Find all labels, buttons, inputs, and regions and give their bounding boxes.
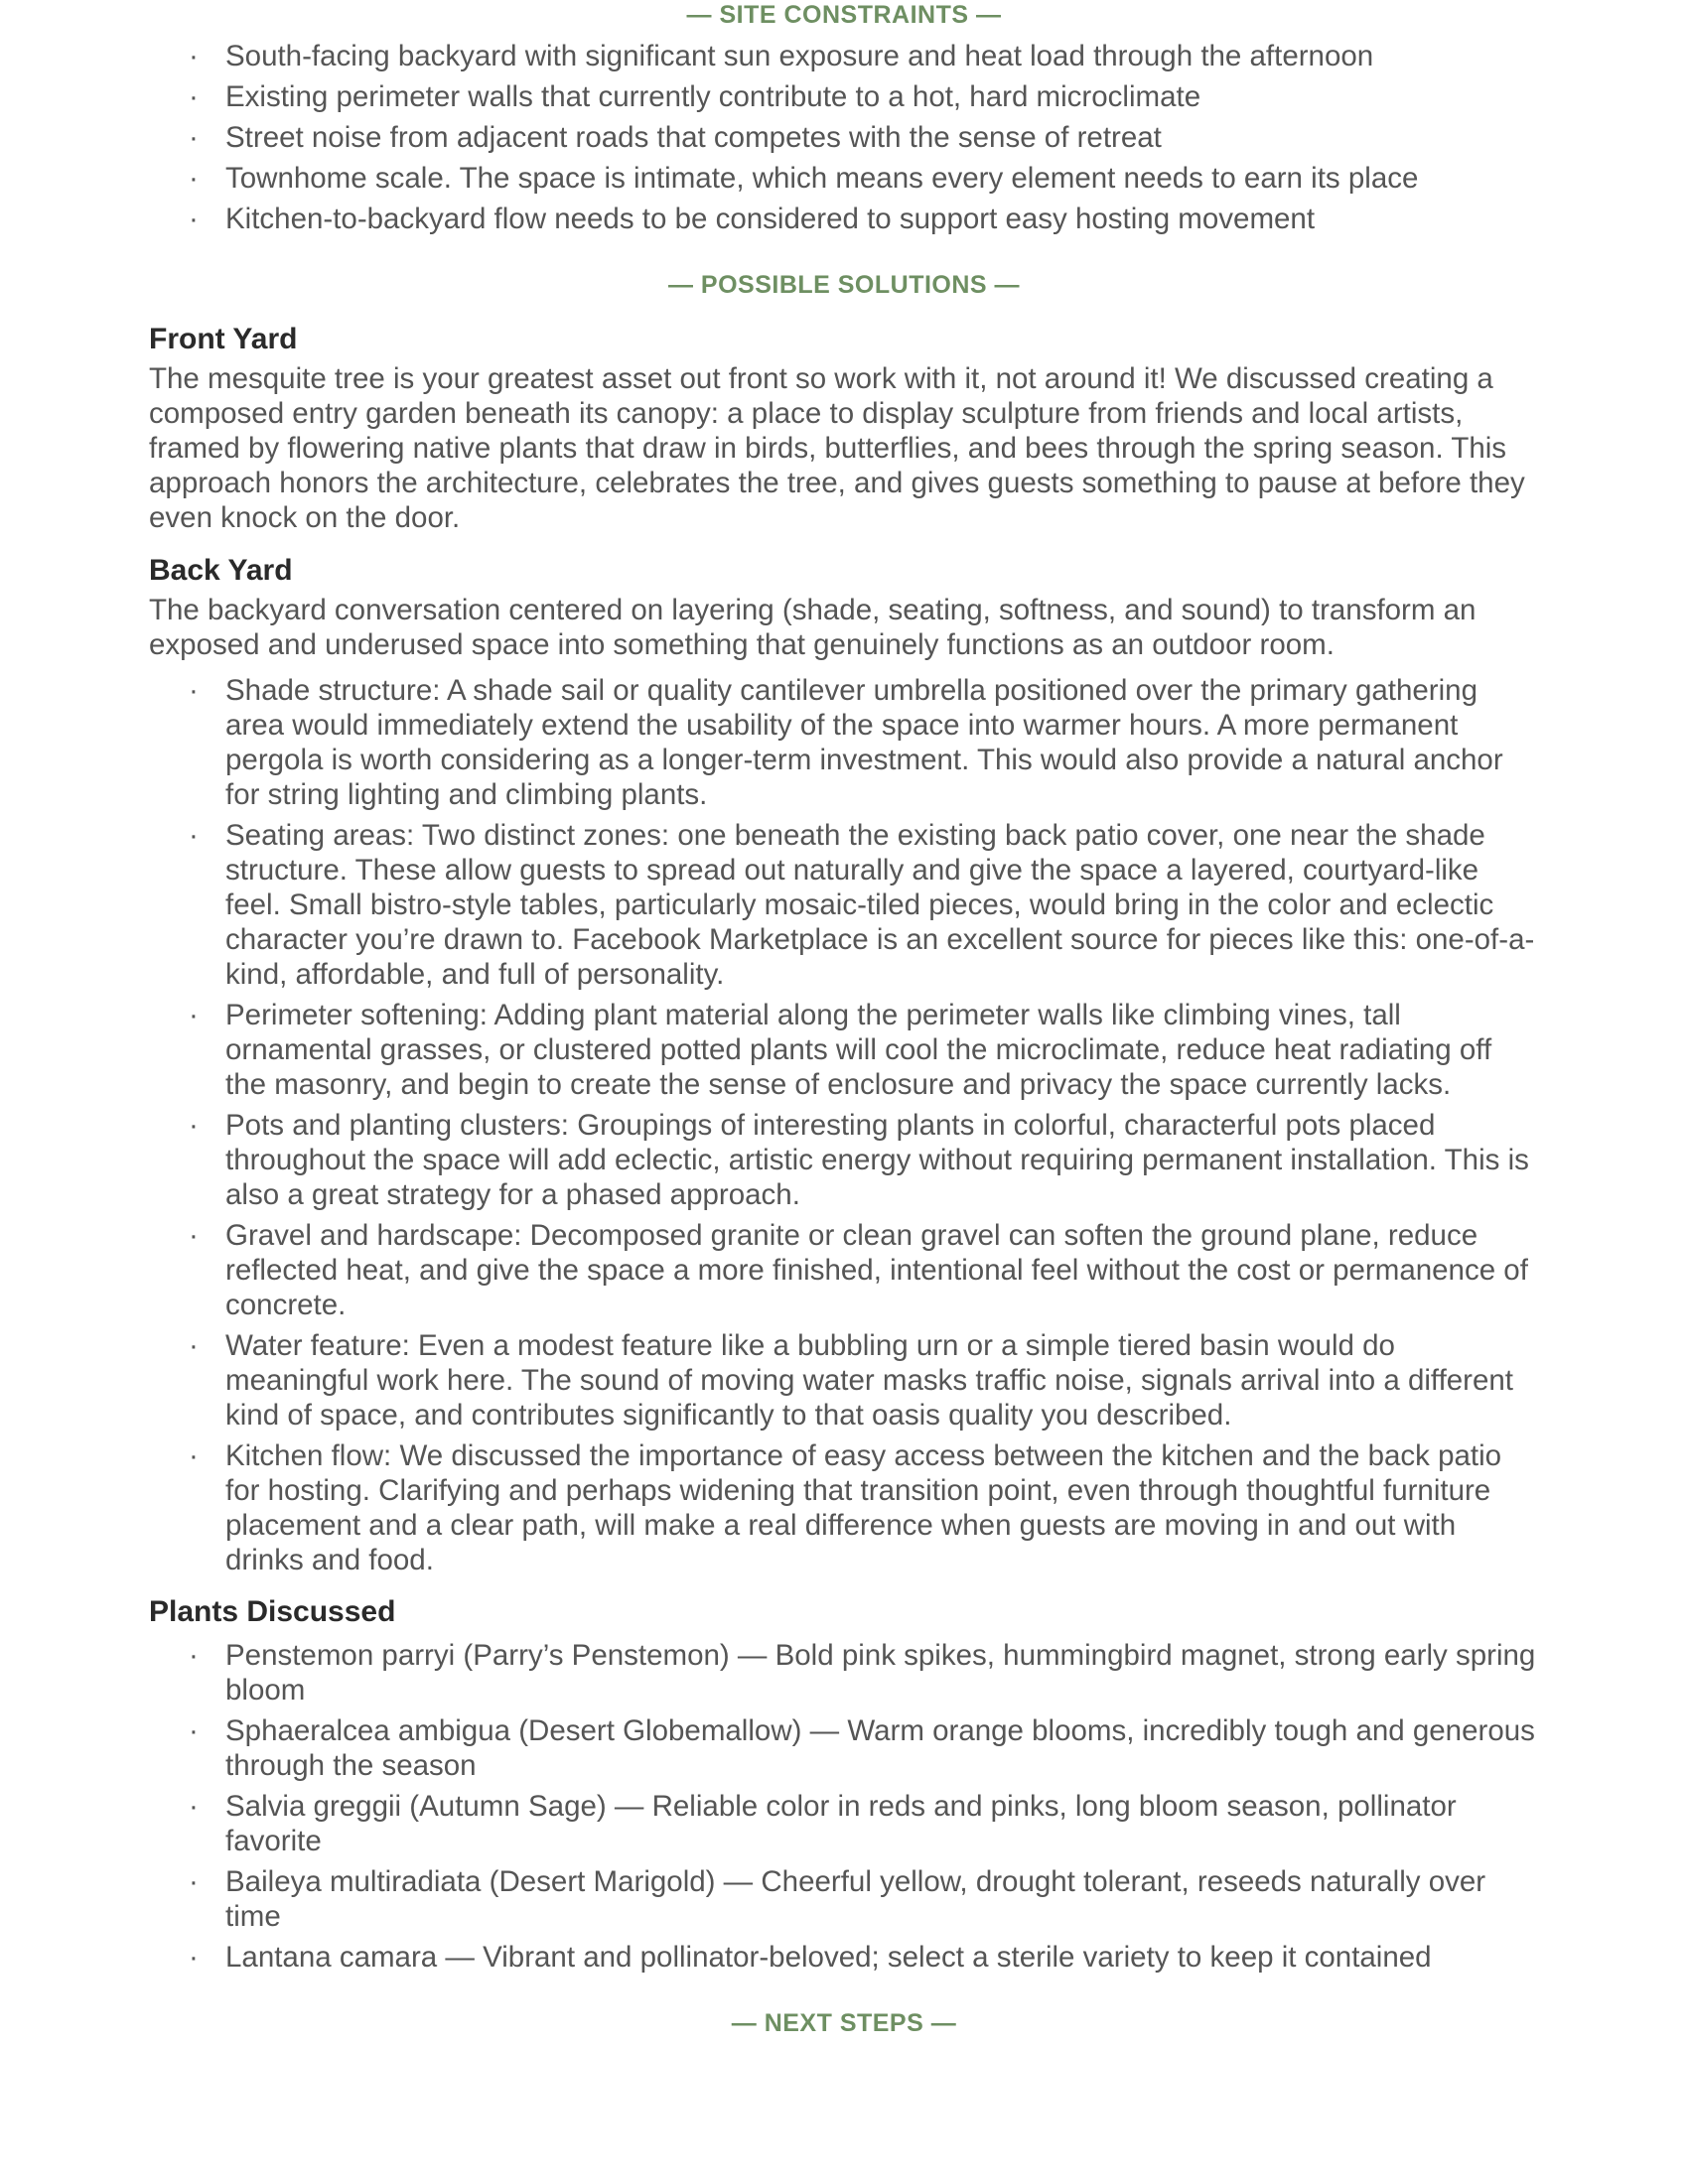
back-yard-paragraph: The backyard conversation centered on layering (shade, seating, softness, and sound) to transform an exposed and underused space into something that genuinely functions as an outdoor room. xyxy=(149,594,1477,661)
site-constraints-list xyxy=(149,39,1539,236)
list-item xyxy=(149,1218,1539,1322)
list-item xyxy=(149,1713,1539,1783)
list-item-text: Gravel and hardscape: Decomposed granite or clean gravel can soften the ground plane, reduce reflected heat, and give the space a more finished, intentional feel without the cost or permanence of concrete. xyxy=(225,1219,1528,1321)
list-item xyxy=(149,1328,1539,1433)
bullet-icon: · xyxy=(189,819,199,852)
bullet-icon: · xyxy=(189,1219,199,1252)
list-item xyxy=(149,1940,1539,1975)
list-item-text: Water feature: Even a modest feature like a bubbling urn or a simple tiered basin would do meaningful work here. The sound of moving water masks traffic noise, signals arrival into a different kind of space, and contributes significantly to that oasis quality you described. xyxy=(225,1329,1514,1432)
list-item xyxy=(149,1864,1539,1934)
bullet-icon: · xyxy=(189,80,199,113)
list-item-text: Street noise from adjacent roads that competes with the sense of retreat xyxy=(225,121,1162,154)
list-item xyxy=(149,818,1539,992)
back-yard-title: Back Yard xyxy=(149,554,293,587)
list-item xyxy=(149,1438,1539,1577)
possible-solutions-heading: — POSSIBLE SOLUTIONS — xyxy=(667,271,1021,299)
list-item-text: Pots and planting clusters: Groupings of interesting plants in colorful, characterful pots placed throughout the space will add eclectic, artistic energy without requiring permanent installation. This is also a great strategy for a phased approach. xyxy=(225,1109,1529,1211)
list-item xyxy=(149,202,1539,236)
bullet-icon: · xyxy=(189,999,199,1031)
bullet-icon: · xyxy=(189,40,199,72)
bullet-icon: · xyxy=(189,121,199,154)
list-item xyxy=(149,79,1539,114)
bullet-icon: · xyxy=(189,1639,199,1672)
list-item xyxy=(149,1108,1539,1212)
list-item xyxy=(149,1789,1539,1858)
list-item-text: Penstemon parryi (Parry’s Penstemon) — Bold pink spikes, hummingbird magnet, strong early spring bloom xyxy=(225,1639,1536,1706)
bullet-icon: · xyxy=(189,1439,199,1472)
list-item-text: Perimeter softening: Adding plant material along the perimeter walls like climbing vines, tall ornamental grasses, or clustered potted plants will cool the microclimate, reduce heat radiating off the masonry, and begin to create the sense of enclosure and privacy the space currently lacks. xyxy=(225,999,1492,1101)
next-steps-heading: — NEXT STEPS — xyxy=(731,2009,957,2037)
front-yard-paragraph: The mesquite tree is your greatest asset out front so work with it, not around it! We discussed creating a composed entry garden beneath its canopy: a place to display sculpture from friends and local artists, framed by flowering native plants that draw in birds, butterflies, and bees through the spring season. This approach honors the architecture, celebrates the tree, and gives guests something to pause at before they even knock on the door. xyxy=(149,362,1525,534)
plants-discussed-title: Plants Discussed xyxy=(149,1595,396,1628)
bullet-icon: · xyxy=(189,1714,199,1747)
list-item-text: South-facing backyard with significant sun exposure and heat load through the afternoon xyxy=(225,40,1374,72)
list-item xyxy=(149,1638,1539,1707)
list-item xyxy=(149,673,1539,812)
list-item-text: Existing perimeter walls that currently contribute to a hot, hard microclimate xyxy=(225,80,1201,113)
front-yard-title: Front Yard xyxy=(149,323,298,355)
bullet-icon: · xyxy=(189,674,199,707)
list-item xyxy=(149,161,1539,196)
list-item-text: Salvia greggii (Autumn Sage) — Reliable color in reds and pinks, long bloom season, pollinator favorite xyxy=(225,1790,1457,1857)
list-item-text: Lantana camara — Vibrant and pollinator-beloved; select a sterile variety to keep it contained xyxy=(225,1941,1432,1974)
plants-list xyxy=(149,1638,1539,1975)
list-item-text: Townhome scale. The space is intimate, which means every element needs to earn its place xyxy=(225,162,1419,195)
bullet-icon: · xyxy=(189,1329,199,1362)
bullet-icon: · xyxy=(189,1790,199,1823)
bullet-icon: · xyxy=(189,162,199,195)
bullet-icon: · xyxy=(189,1109,199,1142)
list-item-text: Kitchen flow: We discussed the importance of easy access between the kitchen and the back patio for hosting. Clarifying and perhaps widening that transition point, even through thoughtful furniture placement and a clear path, will make a real difference when guests are moving in and out with drinks and food. xyxy=(225,1439,1502,1576)
document-page xyxy=(149,0,1539,2038)
list-item xyxy=(149,120,1539,155)
list-item-text: Baileya multiradiata (Desert Marigold) — Cheerful yellow, drought tolerant, reseeds naturally over time xyxy=(225,1865,1486,1933)
back-yard-list xyxy=(149,673,1539,1577)
list-item-text: Shade structure: A shade sail or quality cantilever umbrella positioned over the primary gathering area would immediately extend the usability of the space into warmer hours. A more permanent pergola is worth considering as a longer-term investment. This would also provide a natural anchor for string lighting and climbing plants. xyxy=(225,674,1503,811)
list-item-text: Sphaeralcea ambigua (Desert Globemallow) — Warm orange blooms, incredibly tough and generous through the season xyxy=(225,1714,1535,1782)
list-item-text: Seating areas: Two distinct zones: one beneath the existing back patio cover, one near the shade structure. These allow guests to spread out naturally and give the space a layered, courtyard-like feel. Small bistro-style tables, particularly mosaic-tiled pieces, would bring in the color and eclectic character you’re drawn to. Facebook Marketplace is an excellent source for pieces like this: one-of-a-kind, affordable, and full of personality. xyxy=(225,819,1535,991)
list-item xyxy=(149,998,1539,1102)
bullet-icon: · xyxy=(189,1865,199,1898)
bullet-icon: · xyxy=(189,1941,199,1974)
bullet-icon: · xyxy=(189,203,199,235)
list-item-text: Kitchen-to-backyard flow needs to be considered to support easy hosting movement xyxy=(225,203,1316,235)
site-constraints-heading: — SITE CONSTRAINTS — xyxy=(686,1,1002,29)
list-item xyxy=(149,39,1539,73)
